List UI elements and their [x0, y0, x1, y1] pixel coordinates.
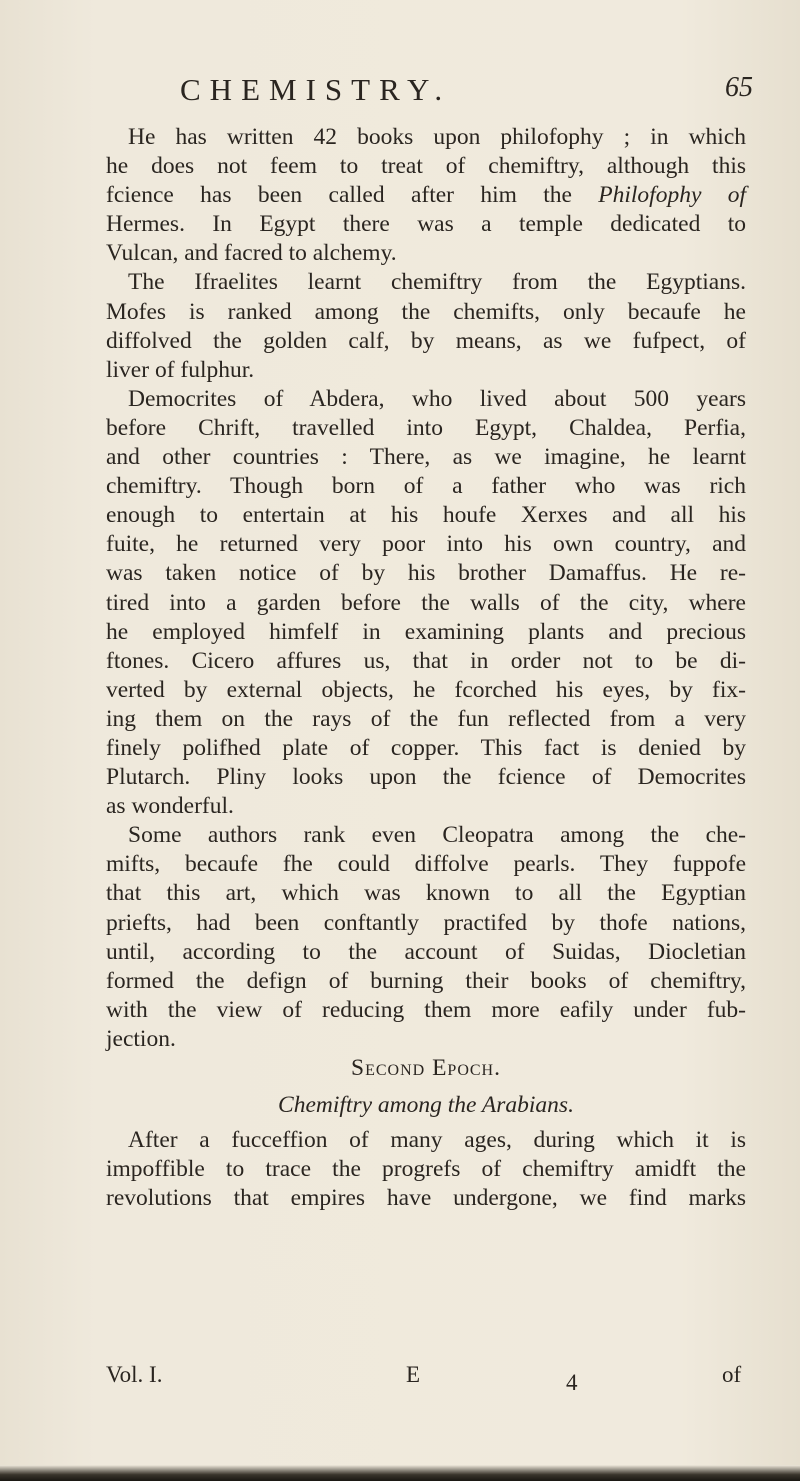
- text-line: mifts, becaufe fhe could diffolve pearls. They fuppofe: [106, 851, 746, 878]
- page-edge-shadow: [0, 1465, 800, 1481]
- running-title: CHEMISTRY.: [180, 72, 452, 107]
- page-number: 65: [725, 72, 753, 103]
- text-fragment: fcience has been called after him the: [106, 182, 599, 209]
- text-line: liver of fulphur.: [106, 356, 255, 383]
- text-line: formed the defign of burning their books of chemiftry,: [106, 967, 746, 994]
- text-line: priefts, had been conftantly practifed by thofe nations,: [106, 909, 746, 936]
- text-line: he employed himfelf in examining plants and precious: [106, 618, 746, 645]
- paragraph-2: [106, 268, 746, 384]
- text-line: After a fucceffion of many ages, during which it is: [128, 1127, 746, 1154]
- text-line: tired into a garden before the walls of the city, where: [106, 589, 746, 616]
- text-line: and other countries : There, as we imagine, he learnt: [106, 444, 746, 471]
- text-line: fuite, he returned very poor into his own country, and: [106, 531, 746, 558]
- text-line: that this art, which was known to all the Egyptian: [106, 880, 746, 907]
- text-line: Mofes is ranked among the chemifts, only becaufe he: [106, 298, 746, 325]
- paragraph-5: [106, 1126, 746, 1213]
- text-line: before Chrift, travelled into Egypt, Chaldea, Perfia,: [106, 414, 746, 441]
- text-line: jection.: [106, 1025, 176, 1052]
- text-line: revolutions that empires have undergone, we find marks: [106, 1185, 746, 1212]
- section-heading: Second Epoch.: [351, 1055, 501, 1081]
- text-line: as wonderful.: [106, 793, 234, 820]
- body-text: [106, 123, 746, 1213]
- text-line: ftones. Cicero affures us, that in order not to be di-: [106, 647, 746, 674]
- volume-label: Vol. I.: [106, 1362, 163, 1387]
- text-line: until, according to the account of Suidas, Diocletian: [106, 938, 746, 965]
- text-line: with the view of reducing them more eafily under fub-: [106, 996, 746, 1023]
- page-footer: [106, 1362, 746, 1395]
- text-line: Plutarch. Pliny looks upon the fcience of Democrites: [106, 764, 746, 791]
- signature-mark: E: [406, 1362, 421, 1387]
- text-line: Vulcan, and facred to alchemy.: [106, 240, 397, 267]
- text-line: enough to entertain at his houfe Xerxes and all his: [106, 502, 746, 529]
- paragraph-3: [106, 385, 746, 821]
- text-line: diffolved the golden calf, by means, as we fufpect, of: [106, 327, 746, 354]
- italic-title-fragment: Philofophy of: [598, 182, 747, 209]
- text-line: The Ifraelites learnt chemiftry from the Egyptians.: [128, 269, 746, 296]
- text-line: Democrites of Abdera, who lived about 500 years: [128, 385, 746, 412]
- text-line: finely polifhed plate of copper. This fact is denied by: [106, 734, 746, 761]
- text-line: impoffible to trace the progrefs of chemiftry amidft the: [106, 1156, 746, 1183]
- signature-number: 4: [566, 1370, 578, 1395]
- section-subheading: Chemiftry among the Arabians.: [278, 1092, 574, 1119]
- text-line: he does not feem to treat of chemiftry, although this: [106, 153, 746, 180]
- text-line: chemiftry. Though born of a father who was rich: [106, 473, 746, 500]
- paragraph-4: [106, 821, 746, 1054]
- text-line: ing them on the rays of the fun reflected from a very: [106, 705, 746, 732]
- catchword: of: [722, 1362, 742, 1387]
- text-line: He has written 42 books upon philofophy ; in which: [128, 124, 746, 150]
- text-line: Some authors rank even Cleopatra among the che-: [128, 822, 746, 849]
- text-line: was taken notice of by his brother Damaffus. He re-: [106, 560, 746, 587]
- text-line: [106, 181, 746, 210]
- text-line: verted by external objects, he fcorched his eyes, by fix-: [106, 676, 746, 703]
- paragraph-1: [106, 123, 746, 268]
- text-line: Hermes. In Egypt there was a temple dedicated to: [106, 211, 746, 238]
